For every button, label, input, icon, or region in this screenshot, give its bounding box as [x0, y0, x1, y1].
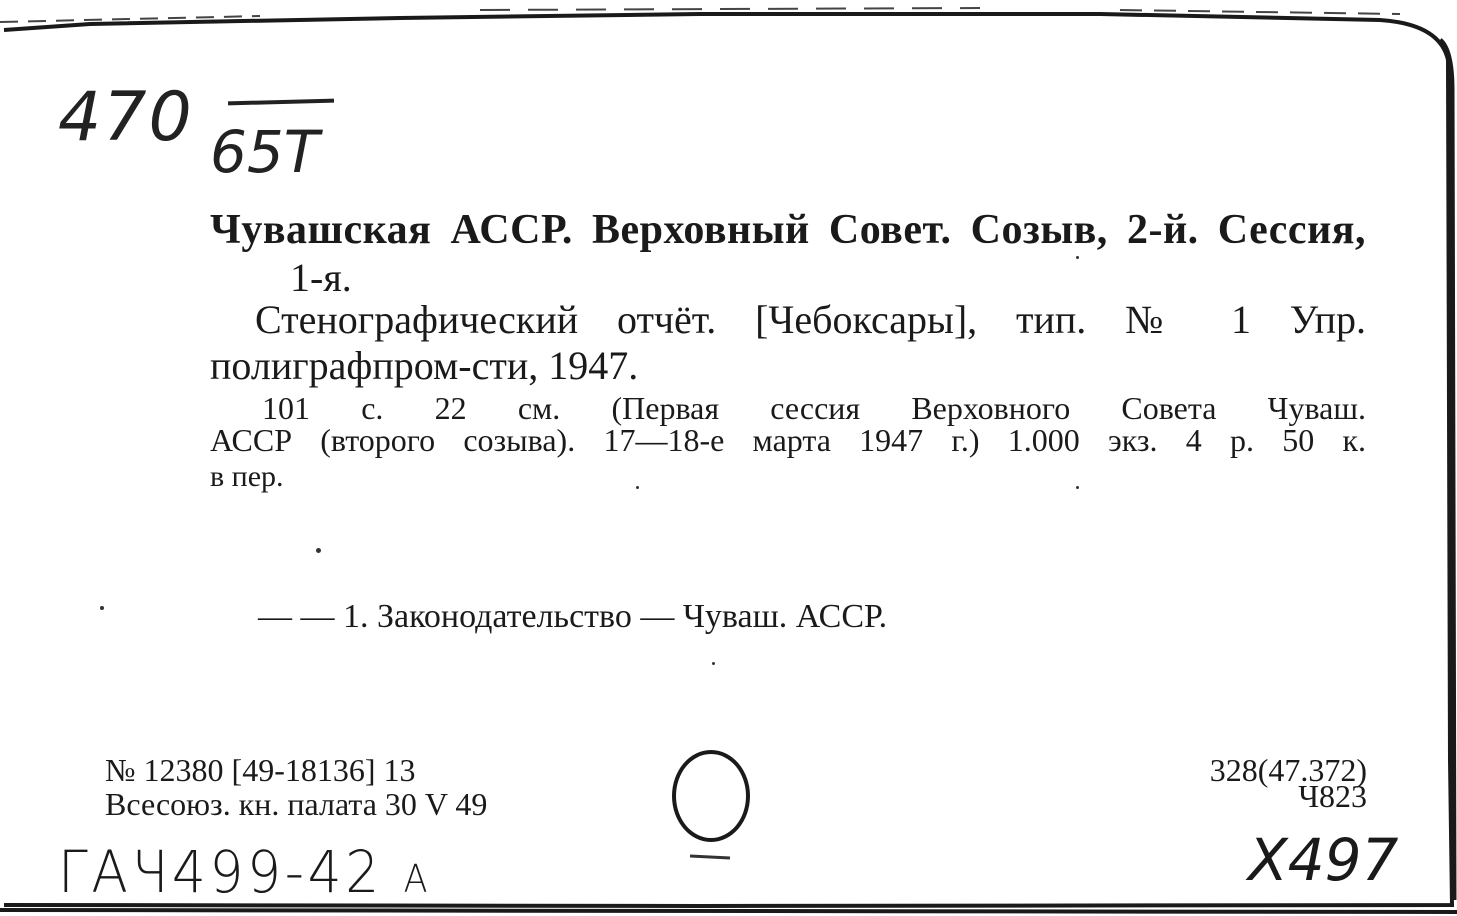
entry-title: Стенографический отчёт. [Чебоксары], тип. № 1 Упр. — [255, 297, 1366, 342]
ink-speck — [1076, 486, 1079, 489]
entry-series-note: АССР (второго созыва). 17—18-е марта 1947 г.) 1.000 экз. 4 р. 50 к. — [210, 422, 1366, 458]
entry-heading-continuation: 1-я. — [290, 255, 352, 300]
entry-imprint: полиграфпром-сти, 1947. — [210, 343, 639, 388]
handwritten-archive-code-text: ГАЧ499-42 — [58, 838, 383, 906]
entry-heading: Чувашская АССР. Верховный Совет. Созыв, 2-й. Сессия, — [210, 207, 1366, 253]
punch-hole — [672, 750, 750, 842]
author-mark: Ч823 — [1298, 778, 1367, 814]
entry-binding-note: в пер. — [210, 460, 284, 493]
udc-code: 328(47.372) — [1209, 752, 1367, 788]
call-number-divider — [228, 99, 334, 106]
subject-heading: — — 1. Законодательство — Чуваш. АССР. — [258, 598, 888, 635]
ink-speck — [100, 606, 104, 610]
handwritten-shelf-mark: Х497 — [1248, 826, 1399, 894]
book-chamber-line: Всесоюз. кн. палата 30 V 49 — [105, 786, 488, 822]
call-number-main: 470 — [58, 78, 194, 157]
entry-collation: 101 с. 22 см. (Первая сессия Верховного Совета Чуваш. — [262, 390, 1366, 426]
call-number-sub: 65Т — [210, 118, 320, 186]
ink-speck — [1076, 256, 1079, 259]
ink-speck — [712, 662, 715, 665]
ink-speck — [316, 548, 321, 553]
handwritten-archive-code — [58, 838, 431, 906]
ink-speck — [636, 486, 639, 489]
handwritten-archive-code-suffix: А — [403, 857, 432, 901]
card-number: № 12380 [49-18136] 13 — [105, 752, 416, 788]
